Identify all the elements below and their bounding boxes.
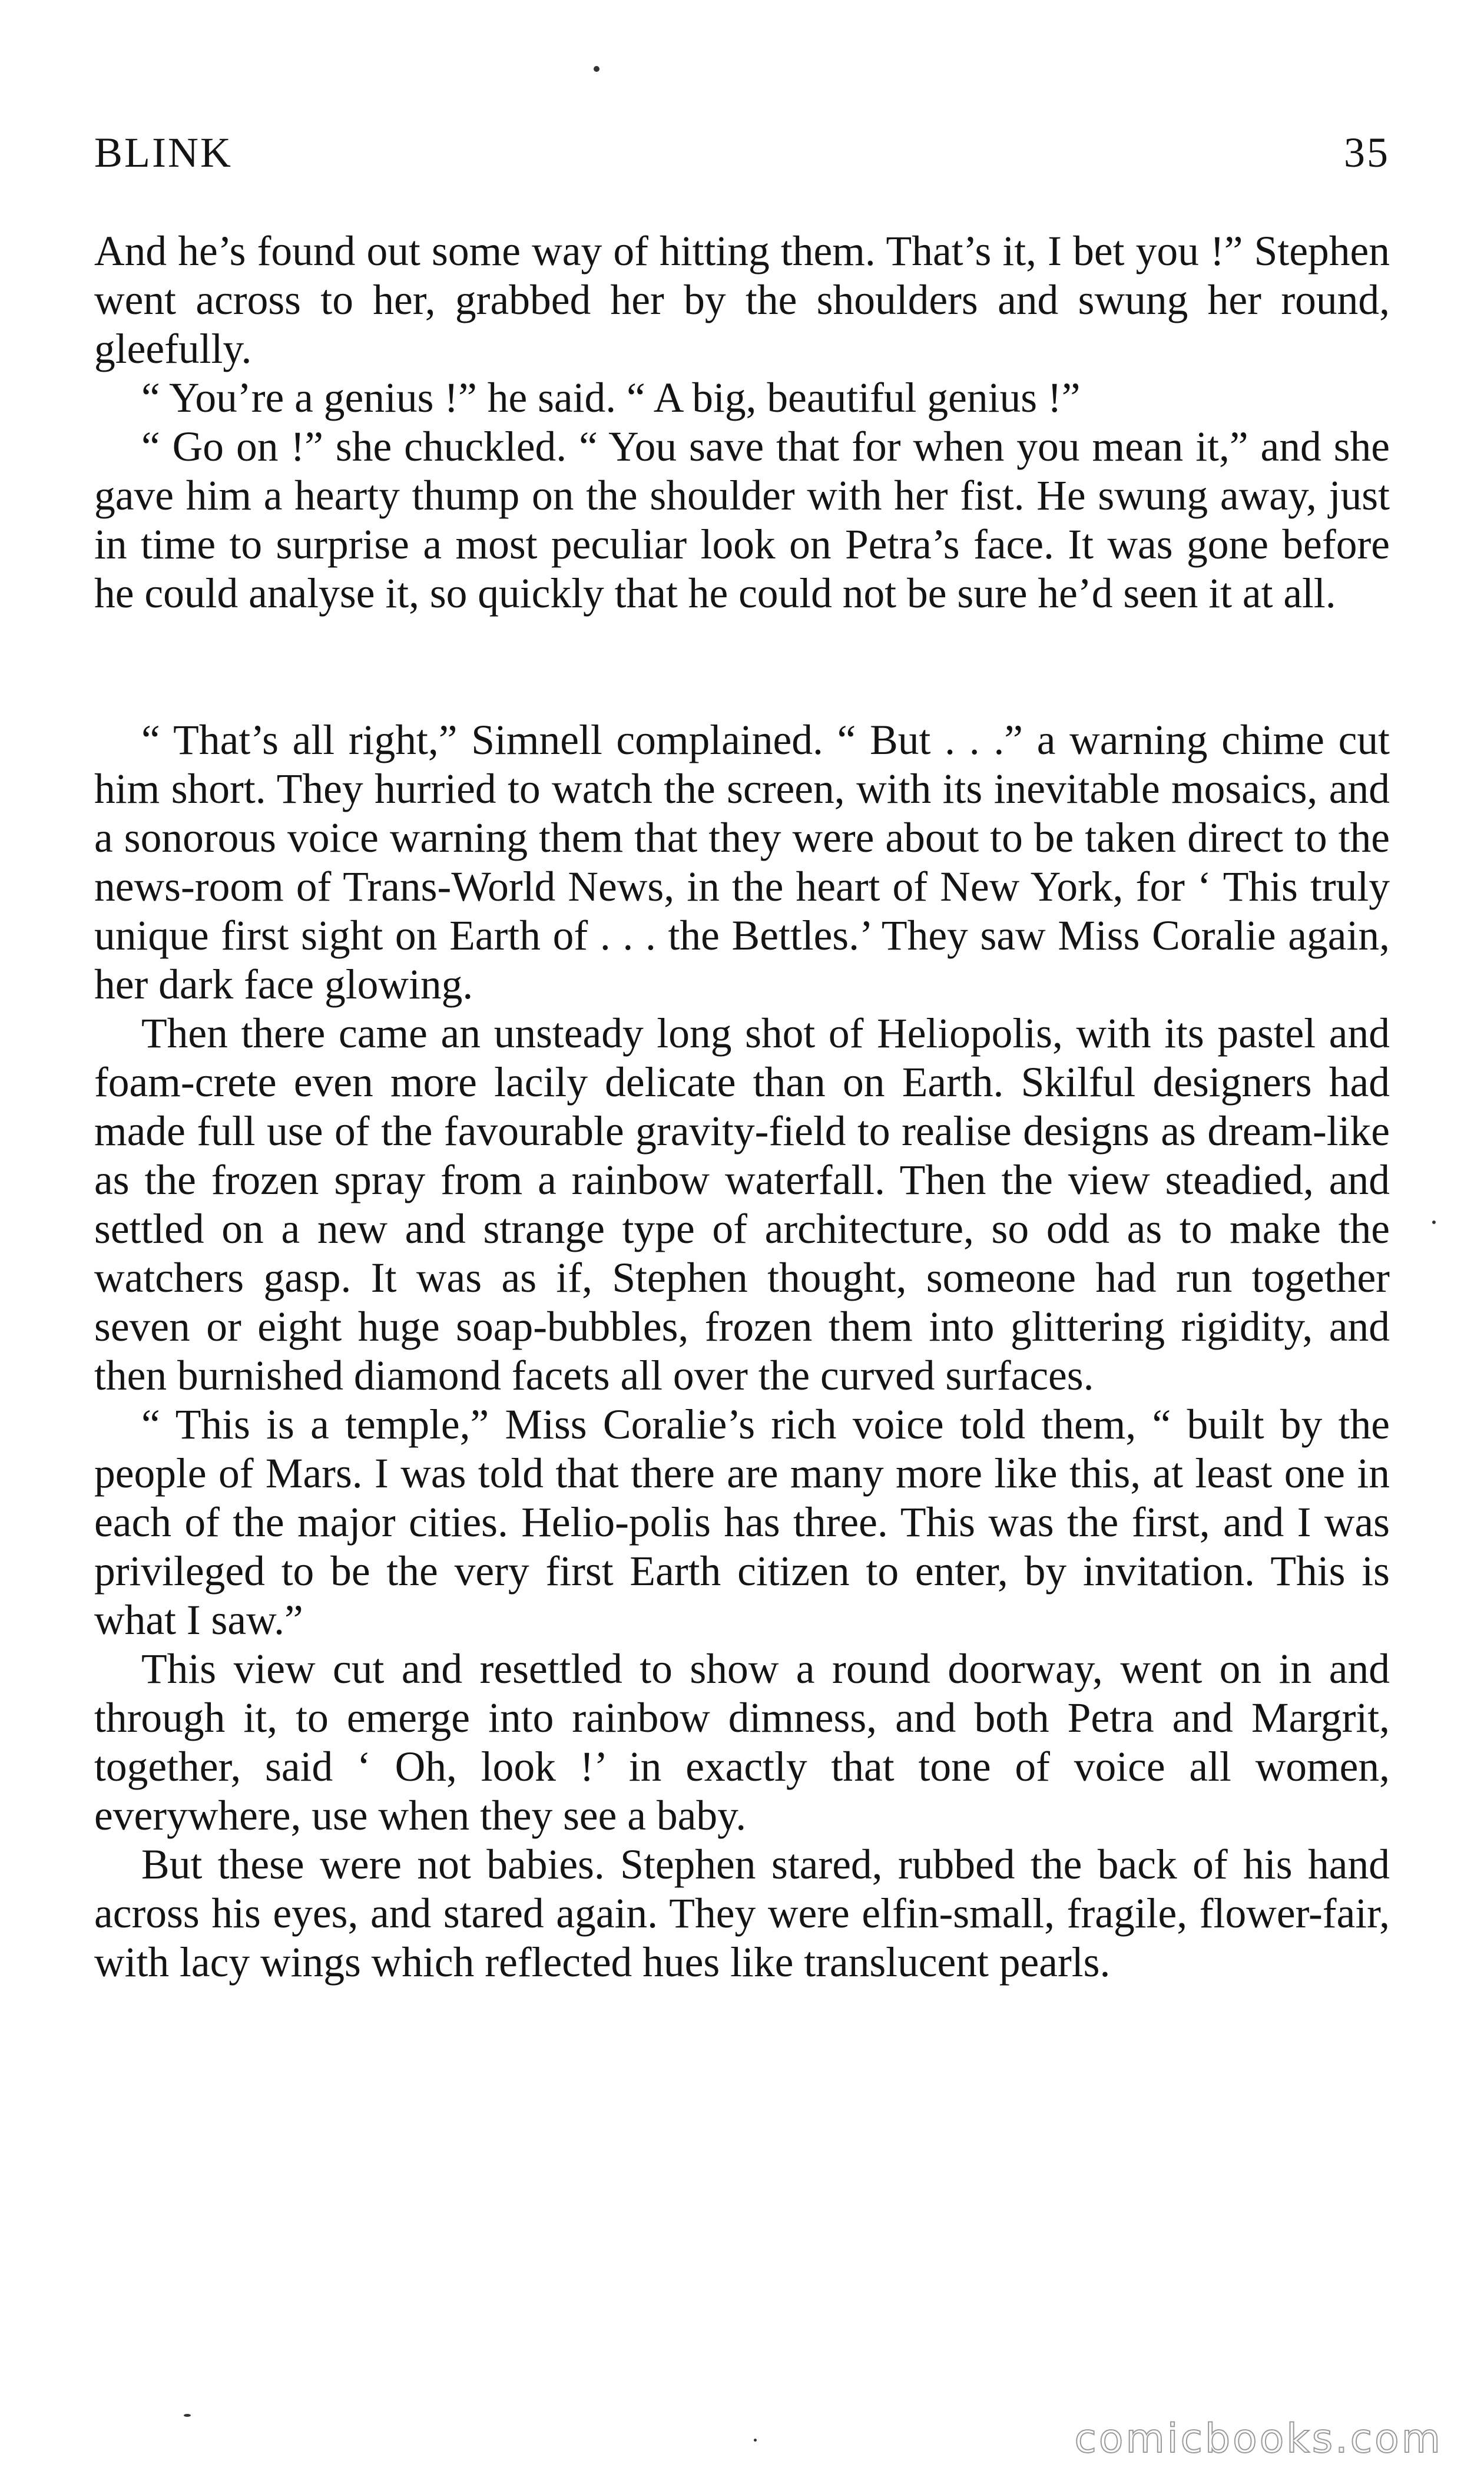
book-page [94, 0, 1390, 2474]
paragraph: “ This is a temple,” Miss Coralie’s rich voice told them, “ built by the people of Mars. I was told that there are many more like this, at least one in each of the major cities. Helio-polis has three. This was the first, and I was privileged to be the very first Earth citizen to enter, by invitation. This is what I saw.” [94, 1401, 1390, 1643]
print-speck [754, 2439, 757, 2442]
watermark: comicbooks.com [1074, 2416, 1443, 2462]
page-number: 35 [1344, 129, 1390, 176]
paragraph: And he’s found out some way of hitting them. That’s it, I bet you !” Stephen went across to her, grabbed her by the shoulders and swung her round, gleefully. [94, 228, 1390, 372]
print-speck [1432, 1221, 1436, 1224]
print-speck [184, 2414, 191, 2417]
paragraph: “ Go on !” she chuckled. “ You save that for when you mean it,” and she gave him a hearty thump on the shoulder with her fist. He swung away, just in time to surprise a most peculiar look on Petra’s face. It was gone before he could analyse it, so quickly that he could not be sure he’d seen it at all. [94, 424, 1390, 617]
print-speck [594, 66, 599, 72]
paragraph: “ That’s all right,” Simnell complained. “ But . . .” a warning chime cut him short. They hurried to watch the screen, with its inevitable mosaics, and a sonorous voice warning them that they were about to be taken direct to the news-room of Trans-World News, in the heart of New York, for ‘ This truly unique first sight on Earth of . . . the Bettles.’ They saw Miss Coralie again, her dark face glowing. [94, 717, 1390, 1008]
paragraph: This view cut and resettled to show a round doorway, went on in and through it, to emerge into rainbow dimness, and both Petra and Margrit, together, said ‘ Oh, look !’ in exactly that tone of voice all women, everywhere, use when they see a baby. [94, 1646, 1390, 1839]
paragraph: “ You’re a genius !” he said. “ A big, beautiful genius !” [141, 375, 1081, 421]
running-header [94, 128, 1390, 177]
running-title: BLINK [94, 129, 233, 176]
paragraph: Then there came an unsteady long shot of Heliopolis, with its pastel and foam-crete even more lacily delicate than on Earth. Skilful designers had made full use of the favourable gravity-field to realise designs as dream-like as the frozen spray from a rainbow waterfall. Then the view steadied, and settled on a new and strange type of architecture, so odd as to make the watchers gasp. It was as if, Stephen thought, someone had run together seven or eight huge soap-bubbles, frozen them into glittering rigidity, and then burnished diamond facets all over the curved surfaces. [94, 1010, 1390, 1399]
paragraph: But these were not babies. Stephen stared, rubbed the back of his hand across his eyes, and stared again. They were elfin-small, fragile, flower-fair, with lacy wings which reflected hues like translucent pearls. [94, 1841, 1390, 1986]
body-text [94, 227, 1390, 1987]
section-break [94, 618, 1390, 716]
